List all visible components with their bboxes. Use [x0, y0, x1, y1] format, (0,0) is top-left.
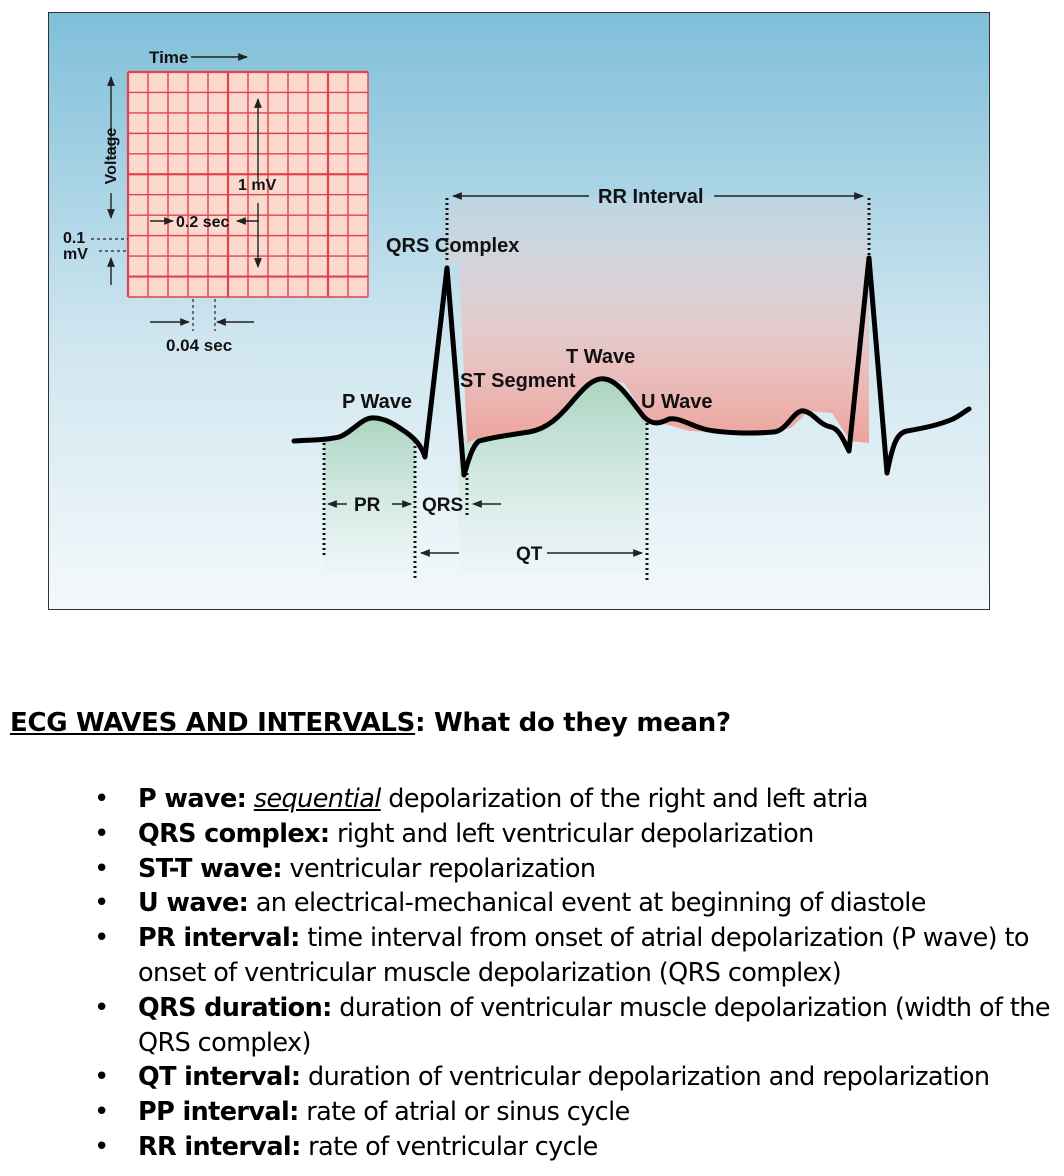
definition-term: U wave: — [138, 888, 249, 919]
definition-item — [90, 991, 1050, 1061]
pr-label: PR — [354, 495, 381, 516]
definition-item — [90, 782, 1050, 817]
rr-interval-label: RR Interval — [598, 186, 704, 208]
definition-text: duration of ventricular depolarization and repolarization — [300, 1062, 990, 1093]
point-zero-four-sec-label: 0.04 sec — [166, 336, 233, 355]
heading-rest: : What do they mean? — [415, 708, 731, 738]
heading-underlined: ECG WAVES AND INTERVALS — [10, 708, 416, 738]
voltage-label: Voltage — [103, 127, 120, 185]
p-wave-label: P Wave — [342, 391, 413, 413]
qt-label: QT — [516, 544, 543, 565]
definition-item — [90, 921, 1050, 991]
u-wave-label: U Wave — [641, 391, 713, 413]
ecg-diagram — [48, 12, 990, 610]
definition-term: PR interval: — [138, 923, 300, 954]
definition-term: P wave: — [138, 784, 247, 814]
ecg-diagram-svg — [49, 13, 989, 609]
definition-text: rate of ventricular cycle — [300, 1131, 598, 1162]
mv-label: mV — [63, 246, 88, 263]
st-segment-label: ST Segment — [460, 370, 576, 392]
time-label: Time — [149, 48, 189, 67]
definition-term: RR interval: — [138, 1131, 301, 1162]
qrs-label: QRS — [422, 495, 464, 516]
qrs-complex-label: QRS Complex — [386, 235, 520, 257]
definition-term: ST-T wave: — [138, 853, 282, 884]
t-wave-label: T Wave — [566, 346, 636, 368]
point-one-label: 0.1 — [63, 230, 86, 247]
definition-emphasis: sequential — [253, 784, 381, 814]
section-heading — [10, 708, 731, 738]
definition-text: right and left ventricular depolarization — [329, 818, 814, 849]
definition-text: depolarization of the right and left atria — [380, 784, 868, 814]
definitions-list — [90, 782, 1050, 1165]
point-two-sec-label: 0.2 sec — [176, 214, 230, 231]
definition-term: PP interval: — [138, 1097, 299, 1128]
definition-item — [90, 852, 1050, 887]
definition-item — [90, 1095, 1050, 1130]
one-mv-label: 1 mV — [238, 177, 277, 194]
definition-text: duration of ventricular muscle depolarization (width of the QRS complex) — [138, 992, 1050, 1058]
definition-text: an electrical-mechanical event at beginning of diastole — [248, 888, 926, 919]
definition-text: time interval from onset of atrial depolarization (P wave) to onset of ventricular muscle depolarization (QRS complex) — [138, 923, 1029, 988]
definition-term: QRS duration: — [138, 992, 332, 1023]
definition-term: QT interval: — [138, 1062, 301, 1093]
definition-item — [90, 886, 1050, 921]
definition-text: ventricular repolarization — [282, 853, 596, 884]
definition-item — [90, 1060, 1050, 1095]
definition-text: rate of atrial or sinus cycle — [298, 1097, 630, 1128]
definition-term: QRS complex: — [138, 818, 330, 849]
definition-item — [90, 817, 1050, 852]
definition-item — [90, 1130, 1050, 1165]
